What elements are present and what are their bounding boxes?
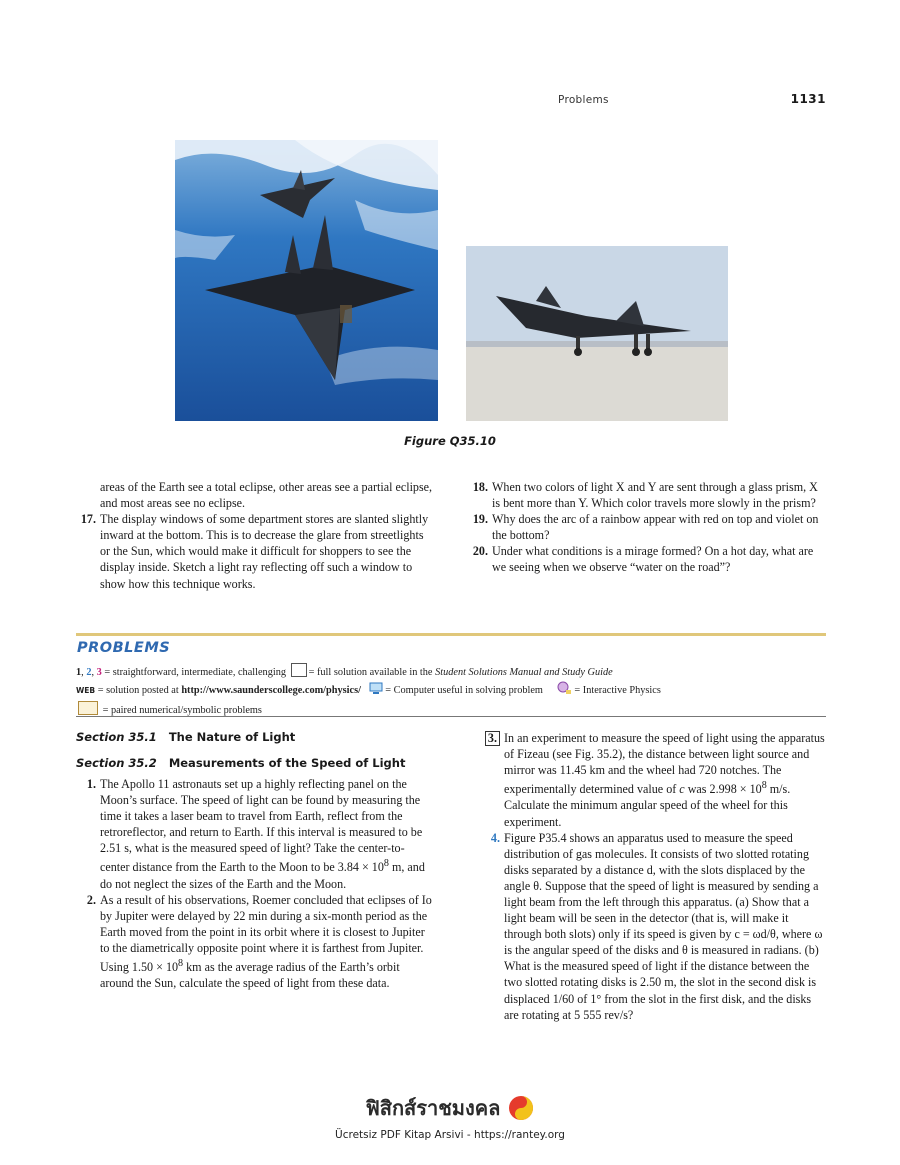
questions-left-column (76, 479, 434, 592)
difficulty-3: 3 (96, 667, 102, 678)
question-16-continuation (76, 479, 434, 511)
problem-2 (76, 892, 432, 992)
problems-right-column (480, 730, 826, 1023)
question-16-text: areas of the Earth see a total eclipse, other areas see a partial eclipse, and most areas see no eclipse. (100, 480, 433, 511)
question-text: Under what conditions is a mirage formed? On a hot day, what are we seeing when we observe “water on the road”? (492, 544, 814, 575)
question-text: Why does the arc of a rainbow appear with red on top and violet on the bottom? (492, 512, 819, 543)
web-tag: WEB (76, 686, 96, 695)
web-legend-text: = solution posted at (97, 685, 182, 696)
aircraft-runway-photo (466, 246, 728, 421)
question-number: 19. (472, 512, 488, 527)
problem-text-cont: was 2.998 × 10 (684, 782, 762, 797)
paired-legend-text: = paired numerical/symbolic problems (102, 705, 262, 716)
running-head: Problems (558, 94, 609, 106)
question-18 (468, 479, 826, 511)
full-solution-box-icon (291, 663, 307, 677)
section-label: Section 35.2 (76, 756, 157, 770)
question-text: The display windows of some department stores are slanted slightly inward at the bottom. This is to decrease the glare from streetlights or the Sun, which would make it difficult for shoppers to see the display inside. Sketch a light ray reflecting off such a window to show how this technique works. (100, 512, 429, 591)
exponent: 8 (178, 958, 184, 970)
problem-text: As a result of his observations, Roemer concluded that eclipses of Io by Jupiter were delayed by 22 min during a six-month period as the Earth moved from the point in its orbit where it is closest to Jupiter to the diametrically opposite point where it is farthest from Jupiter. Using 1.50 × 10 (100, 892, 432, 975)
problem-number: 4. (490, 830, 500, 845)
legend-line-2 (76, 681, 836, 701)
section-divider (76, 633, 826, 636)
full-solution-text: = full solution available in the (308, 667, 436, 678)
footer-logo-text: ฟิสิกส์ราชมงคล (365, 1096, 501, 1120)
problem-text: The Apollo 11 astronauts set up a highly reflecting panel on the Moon’s surface. The speed of light can be found by measuring the time it takes a laser beam to travel from Earth, reflect from the retroreflector, and return to Earth. If this interval is measured to be 2.51 s, what is the measured speed of light? Take the center-to-center distance from the Earth to the Moon to be 3.84 × 10 (100, 777, 423, 875)
question-17 (76, 511, 434, 591)
problem-text: Figure P35.4 shows an apparatus used to measure the speed distribution of gas molecules. It consists of two slotted rotating disks separated by a distance d, with the slots displaced by the angle θ. Suppose that the speed of light is measured by sending a light beam from the left through this apparatus. (a) Show that a light beam will be seen in the detector (that is, will make it through both slots) only if its speed is given by c = ωd/θ, where ω is the angular speed of the disks and θ is measured in radians. (b) What is the measured speed of light if the distance between the two slotted rotating disks is 2.50 m, the slot in the second disk is displaced 1/60 of 1° from the slot in the first disk, and the disks are rotating at 5 555 rev/s? (504, 830, 823, 1022)
aircraft-flight-photo (175, 140, 438, 421)
questions-right-column (468, 479, 826, 576)
problem-list-left (76, 776, 432, 991)
section-title: Measurements of the Speed of Light (168, 756, 406, 770)
problem-1 (76, 776, 432, 892)
section-title: The Nature of Light (168, 730, 296, 744)
section-heading-35-2 (76, 756, 432, 770)
interactive-legend-text: = Interactive Physics (574, 685, 661, 696)
question-number: 20. (472, 544, 488, 559)
footer-logo (340, 1092, 560, 1126)
problem-number (480, 730, 500, 746)
problem-4 (480, 830, 826, 1023)
problem-text-cont: m, and do not neglect the sizes of the Earth and the Moon. (100, 860, 425, 891)
computer-legend-text: = Computer useful in solving problem (385, 685, 543, 696)
web-url-link[interactable]: http://www.saunderscollege.com/physics/ (181, 685, 361, 696)
paired-box-icon (78, 701, 98, 715)
problem-number: 1. (86, 777, 96, 791)
yin-yang-icon (508, 1095, 534, 1126)
legend-divider (76, 716, 826, 717)
question-number: 17. (80, 512, 96, 527)
figure-caption: Figure Q35.10 (404, 434, 496, 448)
question-20 (468, 543, 826, 575)
page-number: 1131 (790, 92, 826, 106)
full-solution-book: Student Solutions Manual and Study Guide (435, 667, 613, 678)
difficulty-2: 2 (86, 667, 92, 678)
question-text: When two colors of light X and Y are sent through a glass prism, X is bent more than Y. Which color travels more slowly in the prism? (492, 480, 818, 511)
interactive-physics-icon (556, 681, 572, 701)
problem-text-end: m/s. Calculate the minimum angular speed of the wheel for this experiment. (504, 782, 791, 829)
problem-number: 2. (86, 892, 96, 907)
problems-title: PROBLEMS (77, 640, 171, 656)
section-label: Section 35.1 (76, 730, 157, 744)
section-heading-35-1 (76, 730, 432, 744)
problem-text: In an experiment to measure the speed of light using the apparatus of Fizeau (see Fig. 35.2), the distance between light source and mirror was 11.45 km and the wheel had 720 notches. The experimentally determined value of (504, 731, 825, 797)
difficulty-1: 1 (76, 667, 82, 678)
footer-source: Ücretsiz PDF Kitap Arsivi - https://rantey.org (335, 1129, 565, 1141)
problem-3-number-box: 3. (485, 731, 500, 746)
legend-line-1: 1, 2, 3 = straightforward, intermediate, challenging = full solution available in the Student Solutions Manual and Study Guide (76, 663, 836, 681)
problem-3 (480, 730, 826, 830)
question-number: 18. (472, 480, 488, 494)
speed-symbol: c (679, 782, 685, 797)
difficulty-legend-text: = straightforward, intermediate, challenging (104, 667, 287, 678)
problem-text-cont: km as the average radius of the Earth’s orbit around the Sun, calculate the speed of light from these data. (100, 960, 400, 991)
question-19 (468, 511, 826, 543)
computer-icon (369, 682, 383, 701)
problems-legend (76, 663, 836, 719)
exponent: 8 (761, 780, 767, 792)
exponent: 8 (383, 858, 389, 870)
problems-left-column (76, 730, 432, 991)
